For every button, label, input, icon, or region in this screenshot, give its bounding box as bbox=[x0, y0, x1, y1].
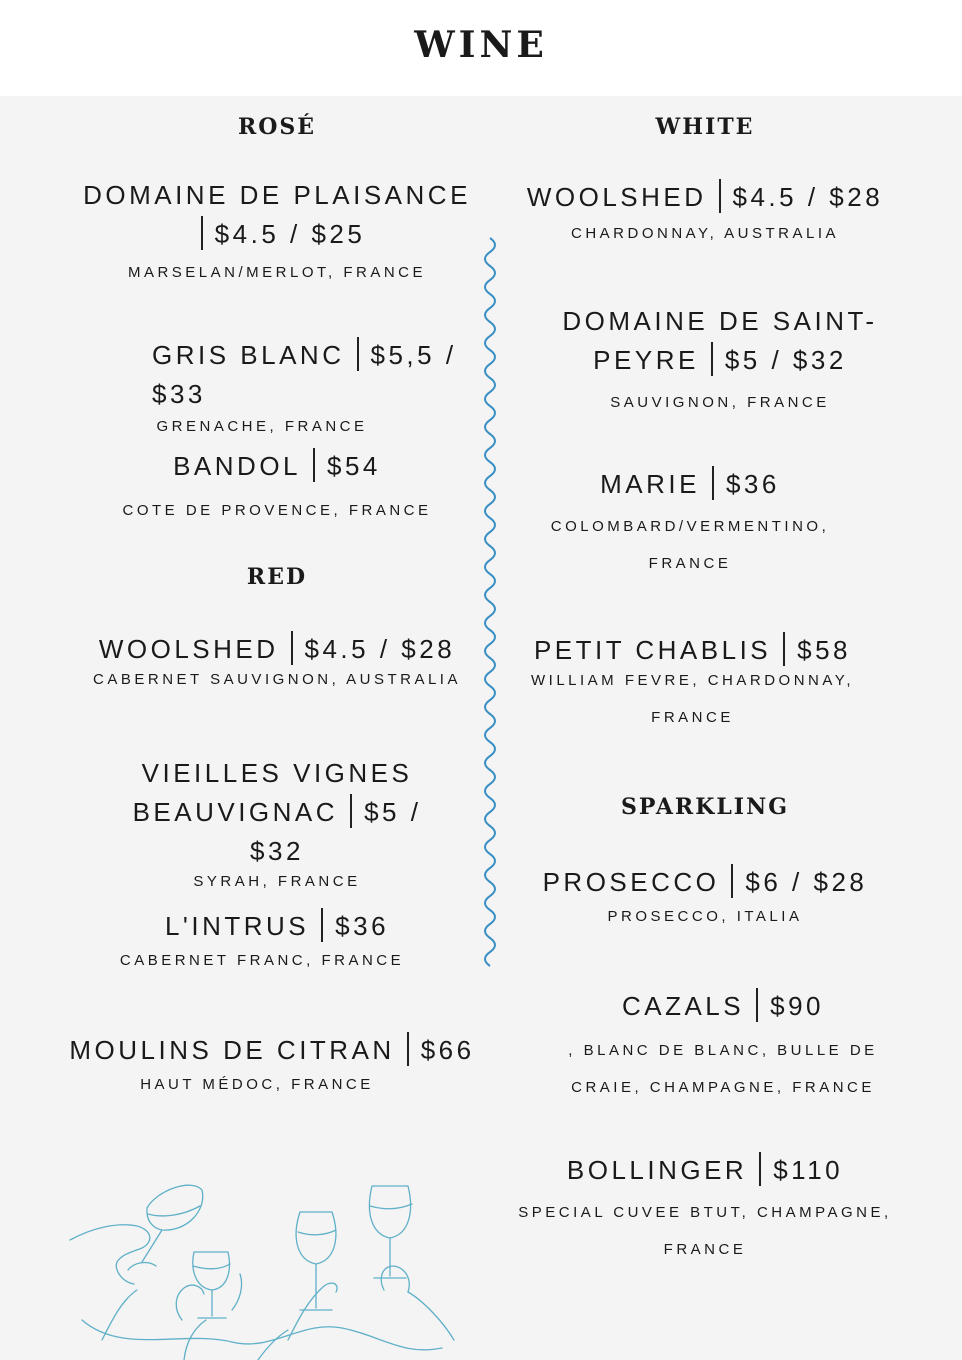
wine-name: BOLLINGER bbox=[566, 1155, 748, 1185]
wine-price: $5 / $32 bbox=[724, 345, 847, 375]
wine-name: BANDOL bbox=[173, 451, 302, 481]
wine-price: $5,5 / $33 bbox=[152, 340, 457, 409]
price-separator bbox=[712, 466, 714, 500]
wine-item-marie bbox=[520, 465, 860, 582]
price-separator bbox=[756, 988, 758, 1022]
price-separator bbox=[313, 448, 315, 482]
wine-name: PETIT CHABLIS bbox=[533, 635, 772, 665]
wine-item-vieilles-vignes bbox=[62, 754, 492, 900]
wine-description: CHARDONNAY, AUSTRALIA bbox=[571, 225, 839, 242]
wine-name: WOOLSHED bbox=[98, 634, 279, 664]
wine-description: CABERNET FRANC, FRANCE bbox=[119, 952, 405, 969]
section-heading-sparkling: SPARKLING bbox=[621, 794, 789, 820]
wavy-divider bbox=[482, 236, 498, 970]
wine-item-bollinger bbox=[505, 1151, 905, 1268]
wine-name: WOOLSHED bbox=[526, 182, 707, 212]
wine-price: $58 bbox=[797, 635, 852, 665]
wine-item-domaine-de-plaisance bbox=[72, 176, 482, 291]
wine-description: GRENACHE, FRANCE bbox=[156, 418, 368, 435]
wine-item-cazals bbox=[548, 987, 898, 1106]
wine-item-gris-blanc bbox=[72, 336, 482, 445]
wine-name: L'INTRUS bbox=[164, 911, 310, 941]
wine-name: CAZALS bbox=[621, 991, 745, 1021]
price-separator bbox=[350, 794, 352, 828]
wine-name: GRIS BLANC bbox=[152, 340, 345, 370]
wine-description: PROSECCO, ITALIA bbox=[607, 908, 803, 925]
wine-name: VIEILLES VIGNES BEAUVIGNAC bbox=[132, 758, 413, 827]
wine-price: $90 bbox=[770, 991, 825, 1021]
price-separator bbox=[711, 342, 713, 376]
price-separator bbox=[759, 1152, 761, 1186]
wine-description: SAUVIGNON, FRANCE bbox=[610, 394, 830, 411]
section-heading-white: WHITE bbox=[655, 114, 755, 140]
toasting-glasses-illustration bbox=[62, 1170, 462, 1360]
wine-name: DOMAINE DE SAINT-PEYRE bbox=[562, 306, 878, 375]
price-separator bbox=[321, 908, 323, 942]
price-separator bbox=[291, 631, 293, 665]
wine-item-woolshed-red bbox=[62, 630, 492, 698]
wine-price: $6 / $28 bbox=[745, 867, 868, 897]
wine-item-domaine-de-saint-peyre bbox=[540, 302, 900, 421]
wine-description: SYRAH, FRANCE bbox=[193, 873, 361, 890]
wine-price: $36 bbox=[725, 469, 780, 499]
wine-item-woolshed-white bbox=[500, 178, 910, 252]
wine-price: $36 bbox=[335, 911, 390, 941]
wine-item-moulins-de-citran bbox=[62, 1031, 482, 1103]
page-title: WINE bbox=[414, 24, 548, 66]
price-separator bbox=[783, 632, 785, 666]
wine-name: MARIE bbox=[600, 469, 700, 499]
wine-item-prosecco bbox=[500, 863, 910, 935]
price-separator bbox=[719, 179, 721, 213]
wine-description: COLOMBARD/VERMENTINO, FRANCE bbox=[550, 518, 830, 572]
price-separator bbox=[407, 1032, 409, 1066]
wine-price: $110 bbox=[773, 1155, 844, 1185]
price-separator bbox=[731, 864, 733, 898]
wine-price: $54 bbox=[327, 451, 381, 481]
wine-name: PROSECCO bbox=[542, 867, 720, 897]
wine-price: $66 bbox=[420, 1035, 475, 1065]
wine-description: HAUT MÉDOC, FRANCE bbox=[140, 1076, 374, 1093]
wine-description: MARSELAN/MERLOT, FRANCE bbox=[127, 264, 427, 281]
wine-name: DOMAINE DE PLAISANCE bbox=[83, 180, 471, 210]
wine-price: $4.5 / $28 bbox=[304, 634, 456, 664]
wine-description: CABERNET SAUVIGNON, AUSTRALIA bbox=[93, 671, 461, 688]
wine-item-lintrus bbox=[62, 907, 492, 979]
section-heading-rose: ROSÉ bbox=[237, 114, 317, 140]
wine-item-bandol bbox=[72, 447, 482, 529]
wine-price: $4.5 / $25 bbox=[214, 219, 366, 249]
section-heading-red: RED bbox=[246, 564, 308, 590]
wine-description: WILLIAM FEVRE, CHARDONNAY, FRANCE bbox=[531, 672, 854, 726]
wine-description: COTE DE PROVENCE, FRANCE bbox=[122, 502, 432, 519]
wine-item-petit-chablis bbox=[500, 631, 885, 736]
price-separator bbox=[357, 337, 359, 371]
price-separator bbox=[201, 216, 203, 250]
wine-description: SPECIAL CUVEE BTUT, CHAMPAGNE, FRANCE bbox=[518, 1204, 892, 1258]
wine-price: $5 / $32 bbox=[250, 797, 422, 866]
wine-description: , BLANC DE BLANC, BULLE DE CRAIE, CHAMPAGNE, FRANCE bbox=[568, 1042, 878, 1096]
wine-name: MOULINS DE CITRAN bbox=[69, 1035, 395, 1065]
wine-price: $4.5 / $28 bbox=[732, 182, 884, 212]
